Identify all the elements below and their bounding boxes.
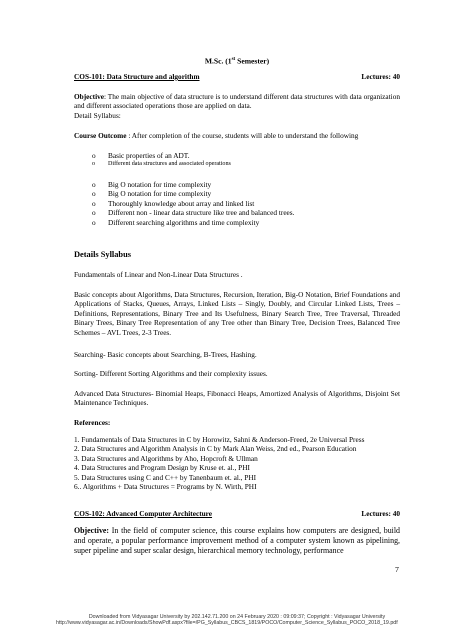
list-item: o Different non - linear data structure like tree and balanced trees. — [92, 208, 295, 218]
list-item: o Big O notation for time complexity — [92, 180, 212, 189]
reference-item: 4. Data Structures and Program Design by Kruse et. al., PHI — [74, 463, 250, 473]
reference-item: 6.. Algorithms + Data Structures = Programs by N. Wirth, PHI — [74, 482, 257, 492]
list-item: o Basic properties of an ADT. — [92, 151, 190, 160]
footer-url[interactable]: http://www.vidyasagar.ac.in/Downloads/ShowPdf.aspx?file=/PG_Syllabus_CBCS_1819/POCO/Computer_Science_Syllabus_POCO_2018_19.pdf — [56, 620, 398, 626]
paragraph: Fundamentals of Linear and Non-Linear Data Structures . — [74, 270, 243, 279]
paragraph: Sorting- Different Sorting Algorithms and their complexity issues. — [74, 369, 268, 378]
download-footer — [0, 614, 474, 626]
course-title: COS-102: Advanced Computer Architecture — [74, 509, 213, 518]
outcome-list-1 — [86, 151, 386, 168]
course-title: COS-101: Data Structure and algorithm — [74, 72, 200, 81]
details-syllabus-heading: Details Syllabus — [74, 250, 132, 259]
course-objective: Objective: In the field of computer science, this course explains how computers are designed, build and operate, a popular performance improvement method of a computer system known as pipelining, super pipeline and super scalar design, hierarchical memory technology, performance — [74, 526, 400, 556]
list-item: o Different data structures and associated operations — [92, 161, 231, 168]
reference-item: 2. Data Structures and Algorithm Analysis in C by Mark Alan Weiss, 2nd ed., Pearson Education — [74, 444, 357, 454]
reference-item: 3. Data Structures and Algorithms by Aho, Hopcroft & Ullman — [74, 453, 258, 463]
references-list — [74, 435, 404, 491]
list-item: o Different searching algorithms and time complexity — [92, 217, 260, 227]
outcome-list-2 — [86, 180, 396, 227]
course-lectures: Lectures: 40 — [361, 509, 400, 518]
detail-syllabus-label: Detail Syllabus: — [74, 111, 121, 120]
paragraph: Searching- Basic concepts about Searching, B-Trees, Hashing. — [74, 350, 257, 359]
course-lectures: Lectures: 40 — [361, 72, 400, 81]
list-item: o Thoroughly knowledge about array and linked list — [92, 198, 255, 208]
paragraph: Basic concepts about Algorithms, Data Structures, Recursion, Iteration, Big-O Notation, Brief Foundations and Applications of Stacks, Queues, Arrays, Linked Lists – Singly, Doubly, and Circular Linked Lists, Trees – Definitions, Representations, Binary Tree and Its Usefulness, Binary Search Tree, Tree Traversal, Threaded Binary Trees, Binary Tree Representation of any Tree other than Binary Tree, Decision Trees, Balanced Tree Schemes – AVL Trees, 2-3 Trees. — [74, 290, 400, 337]
course-objective: Objective: The main objective of data structure is to understand different data structures with data organization and different associated operations those are applied on data. — [74, 92, 400, 111]
page-number: 7 — [395, 565, 399, 574]
references-heading: References: — [74, 418, 111, 427]
reference-item: 5. Data Structures using C and C++ by Tanenbaum et. al., PHI — [74, 472, 257, 482]
list-item: o Big O notation for time complexity — [92, 189, 212, 199]
course-outcome: Course Outcome : After completion of the course, students will able to understand the following — [74, 131, 359, 140]
semester-title: M.Sc. (1st Semester) — [204, 56, 270, 66]
footer-line: Downloaded from Vidyasagar University by 202.142.71.200 on 24 February 2020 : 09:09:37; Copyright : Vidyasagar University — [88, 614, 386, 620]
paragraph: Advanced Data Structures- Binomial Heaps, Fibonacci Heaps, Amortized Analysis of Algorithms, Disjoint Set Maintenance Techniques. — [74, 389, 400, 408]
reference-item: 1. Fundamentals of Data Structures in C by Horowitz, Sahni & Anderson-Freed, 2e Universal Press — [74, 435, 365, 444]
